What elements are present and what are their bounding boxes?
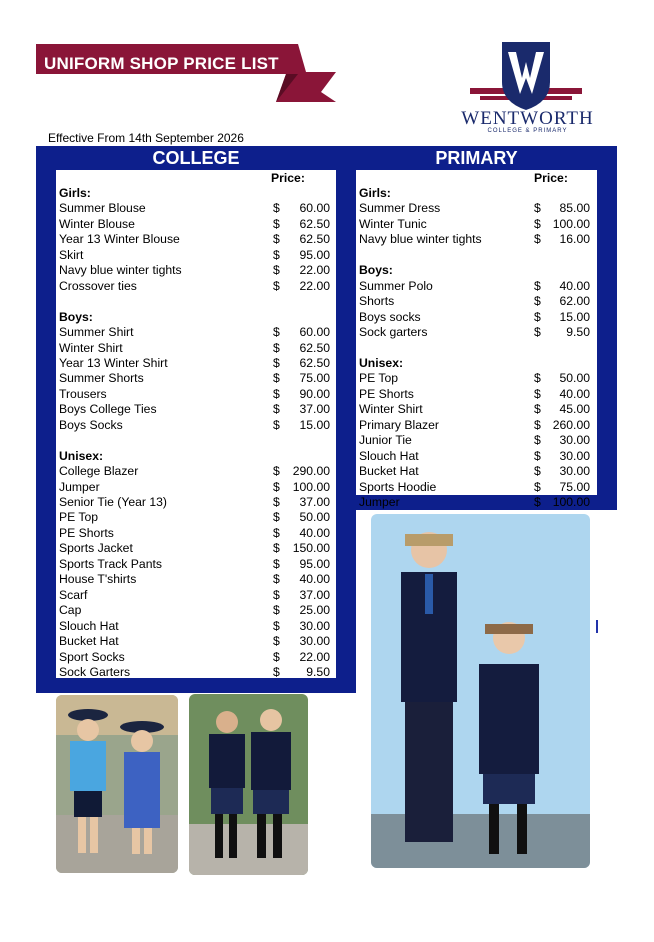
item-price: 75.00: [299, 371, 330, 386]
college-price-row: [59, 201, 330, 216]
primary-price-row: [359, 294, 590, 309]
item-price: 9.50: [306, 664, 330, 679]
currency-symbol: $: [273, 417, 280, 432]
page-title: UNIFORM SHOP PRICE LIST: [44, 54, 279, 73]
college-price-row: [59, 650, 330, 665]
item-price: 290.00: [292, 464, 330, 479]
item-name: Boys:: [59, 309, 93, 324]
college-students-photo: [371, 514, 590, 868]
currency-symbol: $: [273, 495, 280, 509]
item-name: Sports Track Pants: [59, 556, 162, 571]
item-name: Winter Blouse: [59, 216, 135, 231]
item-price: 62.50: [299, 216, 330, 231]
currency-symbol: $: [273, 263, 280, 278]
college-price-row: [59, 248, 330, 263]
primary-price-label: Price:: [534, 171, 568, 185]
item-name: Year 13 Winter Shirt: [59, 355, 168, 370]
college-price-row: [59, 371, 330, 386]
item-name: Jumper: [359, 495, 400, 509]
item-price: 16.00: [559, 232, 590, 247]
item-price: 60.00: [299, 325, 330, 340]
item-price: 50.00: [559, 371, 590, 386]
currency-symbol: $: [273, 556, 280, 571]
item-price: 37.00: [299, 587, 330, 602]
item-name: Sock Garters: [59, 664, 131, 679]
item-name: Slouch Hat: [359, 448, 419, 463]
college-price-row: [59, 356, 330, 371]
item-price: 62.50: [299, 232, 330, 247]
divider-mark: [596, 620, 598, 633]
currency-symbol: $: [273, 618, 280, 633]
currency-symbol: $: [273, 355, 280, 370]
item-name: Year 13 Winter Blouse: [59, 232, 180, 247]
currency-symbol: $: [273, 386, 280, 401]
item-name: Slouch Hat: [59, 618, 119, 633]
currency-symbol: $: [273, 278, 280, 293]
college-price-row: [59, 588, 330, 603]
currency-symbol: $: [534, 433, 541, 448]
item-name: Girls:: [59, 186, 91, 200]
item-price: 62.00: [559, 294, 590, 309]
item-price: 260.00: [552, 417, 590, 432]
item-name: Sports Hoodie: [359, 479, 437, 494]
item-name: Boys Socks: [59, 417, 123, 432]
currency-symbol: $: [273, 479, 280, 494]
item-name: Boys socks: [359, 309, 421, 324]
currency-symbol: $: [273, 402, 280, 417]
item-name: PE Shorts: [359, 386, 414, 401]
item-name: Sports Jacket: [59, 541, 133, 556]
currency-symbol: $: [273, 247, 280, 262]
currency-symbol: $: [273, 664, 280, 679]
currency-symbol: $: [273, 510, 280, 525]
item-name: Navy blue winter tights: [359, 232, 482, 247]
item-price: 30.00: [299, 634, 330, 649]
item-name: Winter Shirt: [59, 340, 123, 355]
item-name: Boys College Ties: [59, 402, 157, 417]
primary-price-row: [359, 201, 590, 216]
logo-name: WENTWORTH: [461, 108, 594, 129]
item-price: 62.50: [299, 355, 330, 370]
item-price: 15.00: [559, 309, 590, 324]
item-name: Cap: [59, 603, 82, 618]
primary-price-row: [359, 186, 590, 201]
item-name: Sock garters: [359, 325, 428, 340]
item-price: 100.00: [292, 479, 330, 494]
currency-symbol: $: [534, 495, 541, 509]
currency-symbol: $: [273, 572, 280, 587]
primary-winter-photo: [189, 694, 308, 875]
item-name: Summer Shirt: [59, 325, 134, 340]
college-price-row: [59, 634, 330, 649]
item-name: Scarf: [59, 587, 88, 602]
college-price-row: [59, 541, 330, 556]
primary-price-row: [359, 310, 590, 325]
item-name: Shorts: [359, 294, 395, 309]
currency-symbol: $: [534, 386, 541, 401]
currency-symbol: $: [534, 464, 541, 479]
primary-price-row: [359, 217, 590, 232]
primary-price-row: [359, 433, 590, 448]
currency-symbol: $: [534, 294, 541, 309]
college-price-row: [59, 495, 330, 510]
primary-price-row: [359, 356, 590, 371]
item-price: 25.00: [299, 603, 330, 618]
currency-symbol: $: [273, 525, 280, 540]
item-price: 9.50: [566, 325, 590, 340]
primary-price-row: [359, 387, 590, 402]
item-name: Summer Polo: [359, 278, 433, 293]
currency-symbol: $: [273, 603, 280, 618]
item-name: Winter Shirt: [359, 402, 423, 417]
currency-symbol: $: [273, 587, 280, 602]
college-price-row: [59, 279, 330, 294]
college-price-row: [59, 186, 330, 201]
college-price-row: [59, 232, 330, 247]
item-name: Summer Dress: [359, 201, 441, 216]
item-price: 37.00: [299, 495, 330, 509]
currency-symbol: $: [273, 232, 280, 247]
item-name: Girls:: [359, 186, 391, 200]
item-name: PE Top: [59, 510, 99, 525]
currency-symbol: $: [534, 325, 541, 340]
currency-symbol: $: [534, 216, 541, 231]
item-price: 30.00: [559, 464, 590, 479]
primary-price-row: [359, 248, 590, 263]
item-price: 45.00: [559, 402, 590, 417]
primary-price-row: [359, 263, 590, 278]
college-price-row: [59, 263, 330, 278]
item-name: Unisex:: [359, 355, 404, 370]
currency-symbol: $: [534, 417, 541, 432]
primary-price-row: [359, 418, 590, 433]
item-name: PE Top: [359, 371, 399, 386]
college-price-label: Price:: [271, 171, 305, 185]
item-price: 150.00: [292, 541, 330, 556]
primary-price-row: [359, 325, 590, 340]
college-price-row: [59, 418, 330, 433]
item-name: Bucket Hat: [59, 634, 119, 649]
college-price-row: [59, 449, 330, 464]
logo-subtitle: COLLEGE & PRIMARY: [487, 128, 568, 134]
currency-symbol: $: [273, 325, 280, 340]
item-name: Jumper: [59, 479, 100, 494]
item-name: PE Shorts: [59, 525, 114, 540]
item-name: Winter Tunic: [359, 216, 427, 231]
currency-symbol: $: [273, 201, 280, 216]
item-price: 90.00: [299, 386, 330, 401]
item-price: 95.00: [299, 556, 330, 571]
currency-symbol: $: [534, 278, 541, 293]
item-name: College Blazer: [59, 464, 139, 479]
primary-price-row: [359, 449, 590, 464]
currency-symbol: $: [534, 232, 541, 247]
item-price: 75.00: [559, 479, 590, 494]
item-name: Sport Socks: [59, 649, 125, 664]
currency-symbol: $: [534, 402, 541, 417]
item-price: 60.00: [299, 201, 330, 216]
item-name: House T'shirts: [59, 572, 137, 587]
college-price-row: [59, 619, 330, 634]
college-heading: COLLEGE: [152, 148, 240, 168]
college-price-row: [59, 325, 330, 340]
item-price: 15.00: [299, 417, 330, 432]
currency-symbol: $: [273, 634, 280, 649]
item-name: Primary Blazer: [359, 417, 439, 432]
item-name: Unisex:: [59, 448, 104, 463]
item-price: 62.50: [299, 340, 330, 355]
item-price: 40.00: [559, 278, 590, 293]
currency-symbol: $: [273, 340, 280, 355]
college-price-row: [59, 603, 330, 618]
item-price: 50.00: [299, 510, 330, 525]
item-price: 100.00: [552, 495, 590, 509]
item-name: Summer Blouse: [59, 201, 146, 216]
item-name: Boys:: [359, 263, 393, 278]
college-price-row: [59, 387, 330, 402]
primary-heading: PRIMARY: [435, 148, 518, 168]
college-price-row: [59, 294, 330, 309]
item-price: 85.00: [559, 201, 590, 216]
college-price-row: [59, 480, 330, 495]
item-price: 100.00: [552, 216, 590, 231]
college-price-row: [59, 433, 330, 448]
currency-symbol: $: [534, 448, 541, 463]
currency-symbol: $: [534, 371, 541, 386]
item-name: Senior Tie (Year 13): [59, 495, 167, 509]
item-price: 22.00: [299, 278, 330, 293]
item-price: 30.00: [559, 433, 590, 448]
college-price-row: [59, 341, 330, 356]
item-name: Bucket Hat: [359, 464, 419, 479]
item-price: 95.00: [299, 247, 330, 262]
college-price-row: [59, 402, 330, 417]
primary-students-photo: [56, 695, 178, 873]
item-price: 22.00: [299, 263, 330, 278]
item-price: 30.00: [559, 448, 590, 463]
currency-symbol: $: [534, 479, 541, 494]
item-price: 37.00: [299, 402, 330, 417]
primary-price-row: [359, 232, 590, 247]
primary-price-row: [359, 341, 590, 356]
primary-price-row: [359, 371, 590, 386]
item-name: Skirt: [59, 247, 84, 262]
currency-symbol: $: [273, 649, 280, 664]
item-name: Navy blue winter tights: [59, 263, 182, 278]
college-price-row: [59, 572, 330, 587]
item-price: 40.00: [299, 572, 330, 587]
primary-price-row: [359, 279, 590, 294]
college-price-row: [59, 665, 330, 680]
college-price-row: [59, 217, 330, 232]
primary-price-row: [359, 464, 590, 479]
item-name: Trousers: [59, 386, 107, 401]
effective-date: Effective From 14th September 2026: [48, 131, 244, 145]
item-price: 30.00: [299, 618, 330, 633]
college-price-row: [59, 526, 330, 541]
item-price: 40.00: [559, 386, 590, 401]
college-price-row: [59, 557, 330, 572]
currency-symbol: $: [273, 216, 280, 231]
currency-symbol: $: [273, 541, 280, 556]
college-price-row: [59, 510, 330, 525]
item-name: Junior Tie: [359, 433, 412, 448]
currency-symbol: $: [273, 464, 280, 479]
college-price-row: [59, 310, 330, 325]
currency-symbol: $: [534, 309, 541, 324]
currency-symbol: $: [273, 371, 280, 386]
primary-price-row: [359, 402, 590, 417]
primary-price-row: [359, 495, 590, 510]
primary-price-row: [359, 480, 590, 495]
currency-symbol: $: [534, 201, 541, 216]
college-price-row: [59, 464, 330, 479]
item-name: Crossover ties: [59, 278, 137, 293]
item-price: 40.00: [299, 525, 330, 540]
item-price: 22.00: [299, 649, 330, 664]
item-name: Summer Shorts: [59, 371, 144, 386]
